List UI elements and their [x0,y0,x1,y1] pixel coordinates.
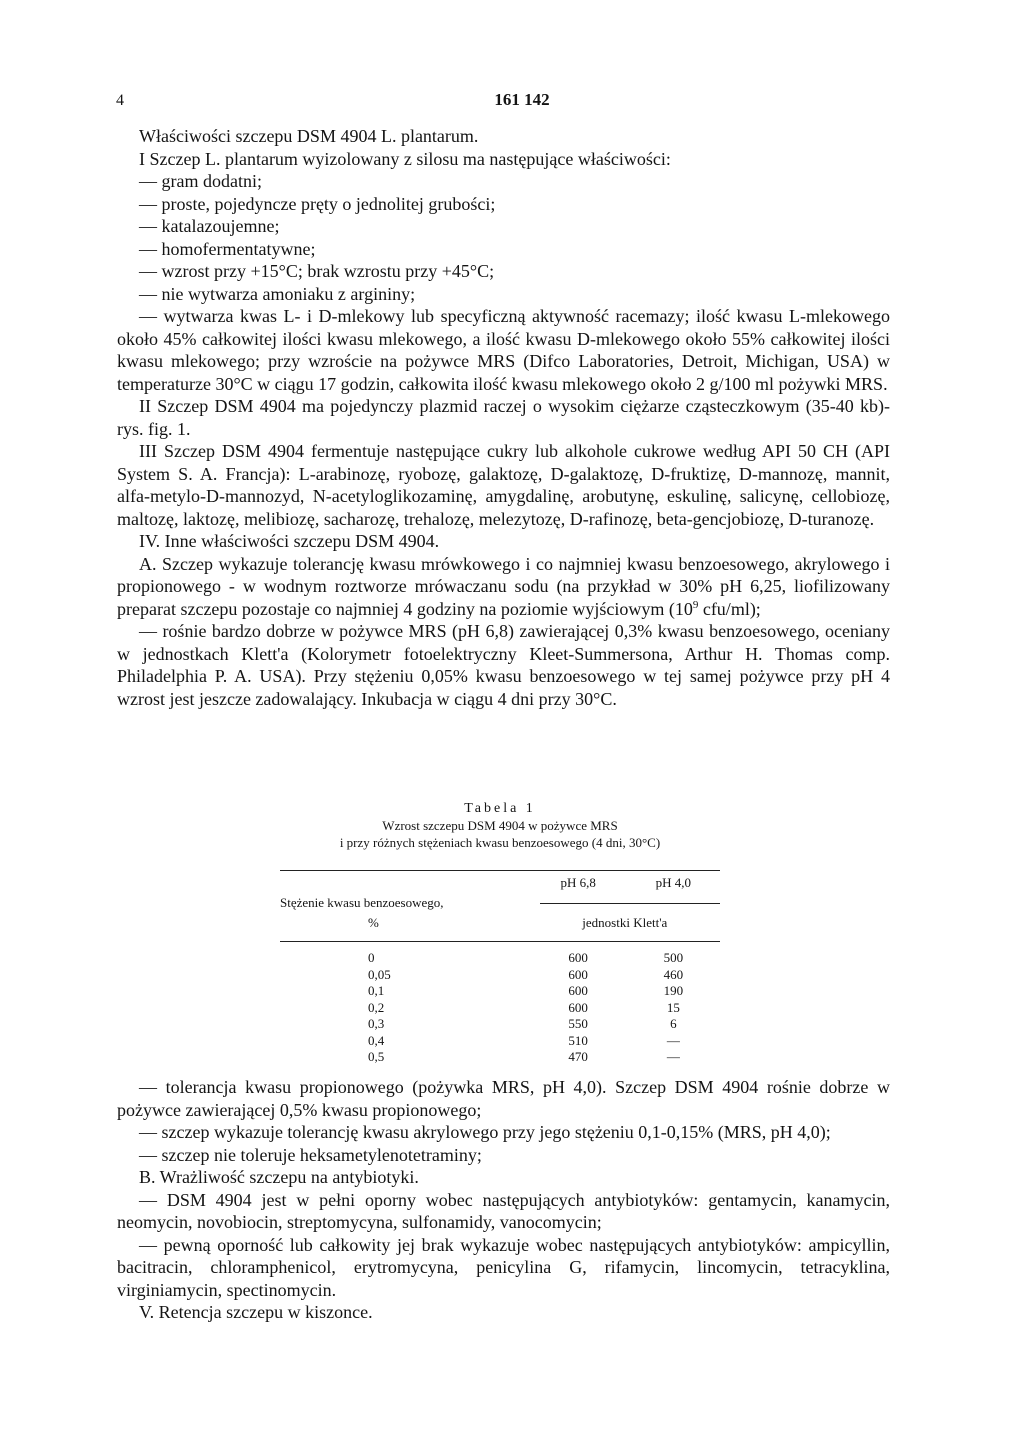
column-header: Stężenie kwasu benzoesowego, [280,895,444,910]
table-body [280,950,720,1066]
list-item: — nie wytwarza amoniaku z argininy; [139,283,416,304]
data-table [280,870,720,1066]
document-number: 161 142 [494,90,550,109]
cell-ph40: 500 [663,950,684,965]
page-number: 4 [116,92,124,109]
list-item: — wzrost przy +15°C; brak wzrostu przy +45°C; [139,261,495,281]
list-item: — rośnie bardzo dobrze w pożywce MRS (pH 6,8) zawierającej 0,3% kwasu benzoesowego, oceniany w jednostkach Klett'a (Kolorymetr fotoelektryczny Kleet-Summersona, Arthur H. Thomas comp. Philadelphia P. A. USA). Przy stężeniu 0,05% kwasu benzoesowego w tej samej pożywce przy pH 4 wzrost jest jeszcze zadowalający. Inkubacja w ciągu 4 dni przy 30°C. [117,621,890,709]
body-text-bottom [117,1076,890,1324]
section-heading: IV. Inne właściwości szczepu DSM 4904. [139,531,440,551]
cell-ph40: 15 [666,999,680,1015]
cell-concentration: 0 [368,950,375,965]
cell-ph68: 510 [568,1032,588,1048]
table-row [280,967,720,984]
section-heading: B. Wrażliwość szczepu na antybiotyki. [139,1167,419,1187]
paragraph-a-tail: cfu/ml); [698,598,761,619]
cell-ph68: 600 [568,983,588,998]
cell-ph40: 6 [670,1016,677,1031]
cell-ph40: — [666,1049,680,1064]
table-block [280,800,720,1064]
paragraph: Właściwości szczepu DSM 4904 L. plantarum. [139,126,479,146]
cell-ph68: 600 [568,999,588,1015]
list-item: — DSM 4904 jest w pełni oporny wobec następujących antybiotyków: gentamycin, kanamycin, neomycin, novobiocin, streptomycyna, sulfonamidy, vanocomycin; [117,1189,890,1232]
table-row [280,1049,720,1066]
paragraph-a-text: A. Szczep wykazuje tolerancję kwasu mrówkowego i co najmniej kwasu benzoesowego, akrylowego i propionowego - w wodnym roztworze mrówaczanu sodu (na przykład w 30% pH 6,25, liofilizowany preparat szczepu pozostaje co najmniej 4 godziny na poziomie wyjściowym (10 [117,553,890,619]
list-item: — homofermentatywne; [139,238,316,259]
header-rule [540,903,720,904]
cell-ph40: 190 [663,983,684,998]
table-row [280,1016,720,1033]
table-caption [280,800,720,851]
cell-concentration: 0,3 [368,1016,385,1031]
cell-ph40: — [666,1032,680,1048]
list-item: — szczep wykazuje tolerancję kwasu akrylowego przy jego stężeniu 0,1-0,15% (MRS, pH 4,0); [139,1122,831,1142]
list-item: — pewną oporność lub całkowity jej brak wykazuje wobec następujących antybiotyków: ampicyllin, bacitracin, chloramphenicol, erytromycyna, penicylina G, rifamycin, lincomycin, tetracyklina, virginiamycin, spectinomycin. [117,1234,890,1300]
table-caption-line: i przy różnych stężeniach kwasu benzoesowego (4 dni, 30°C) [339,835,661,850]
cell-concentration: 0,4 [368,1032,385,1048]
section-heading: V. Retencja szczepu w kiszonce. [139,1302,373,1322]
table-label: Tabela 1 [464,801,536,816]
table-row [280,950,720,967]
exponent: 9 [692,598,699,611]
paragraph-a [117,553,890,621]
list-item: — gram dodatni; [139,171,262,191]
cell-ph68: 550 [568,1016,588,1031]
cell-concentration: 0,5 [368,1049,385,1064]
list-item: — proste, pojedyncze pręty o jednolitej grubości; [139,193,496,214]
table-row [280,1033,720,1050]
table-row [280,983,720,1000]
cell-ph40: 460 [663,966,684,982]
body-text-top [117,125,890,710]
paragraph: III Szczep DSM 4904 fermentuje następujące cukry lub alkohole cukrowe według API 50 CH (API System S. A. Francja): L-arabinozę, ryobozę, galaktozę, D-galaktozę, D-fruktizę, D-mannozę, mannit, alfa-metylo-D-mannozyd, N-acetyloglikozaminę, amygdalinę, arobutynę, eskulinę, salicynę, cellobiozę, maltozę, laktozę, melibiozę, sacharozę, trehalozę, melezytozę, D-rafinozę, beta-gencjobiozę, D-turanozę. [117,441,890,529]
cell-concentration: 0,2 [368,999,385,1015]
cell-concentration: 0,1 [368,983,385,998]
column-header: pH 4,0 [655,875,692,890]
list-item: — tolerancja kwasu propionowego (pożywka MRS, pH 4,0). Szczep DSM 4904 rośnie dobrze w pożywce zawierającej 0,5% kwasu propionowego; [117,1077,890,1120]
table-caption-line: Wzrost szczepu DSM 4904 w pożywce MRS [382,818,618,833]
table-row [280,1000,720,1017]
cell-ph68: 600 [568,966,588,982]
cell-ph68: 600 [568,950,588,965]
column-header: pH 6,8 [560,875,596,890]
paragraph: I Szczep L. plantarum wyizolowany z silosu ma następujące właściwości: [139,148,671,169]
paragraph: II Szczep DSM 4904 ma pojedynczy plazmid raczej o wysokim ciężarze cząsteczkowym (35-40 kb)-rys. fig. 1. [117,396,890,439]
cell-concentration: 0,05 [368,966,391,982]
list-item: — katalazoujemne; [139,216,280,236]
list-item: — wytwarza kwas L- i D-mlekowy lub specyficzną aktywność racemazy; ilość kwasu L-mlekowego około 45% całkowitej ilości kwasu mlekowego, a ilość kwasu D-mlekowego około 55% całkowitej ilości kwasu mlekowego; przy wzroście na pożywce MRS (Difco Laboratories, Detroit, Michigan, USA) w temperaturze 30°C w ciągu 17 godzin, całkowita ilość kwasu mlekowego około 2 g/100 ml pożywki MRS. [117,306,890,394]
units-header: jednostki Klett'a [582,915,668,930]
list-item: — szczep nie toleruje heksametylenotetraminy; [139,1144,482,1165]
cell-ph68: 470 [568,1049,588,1064]
column-header: % [368,915,379,930]
